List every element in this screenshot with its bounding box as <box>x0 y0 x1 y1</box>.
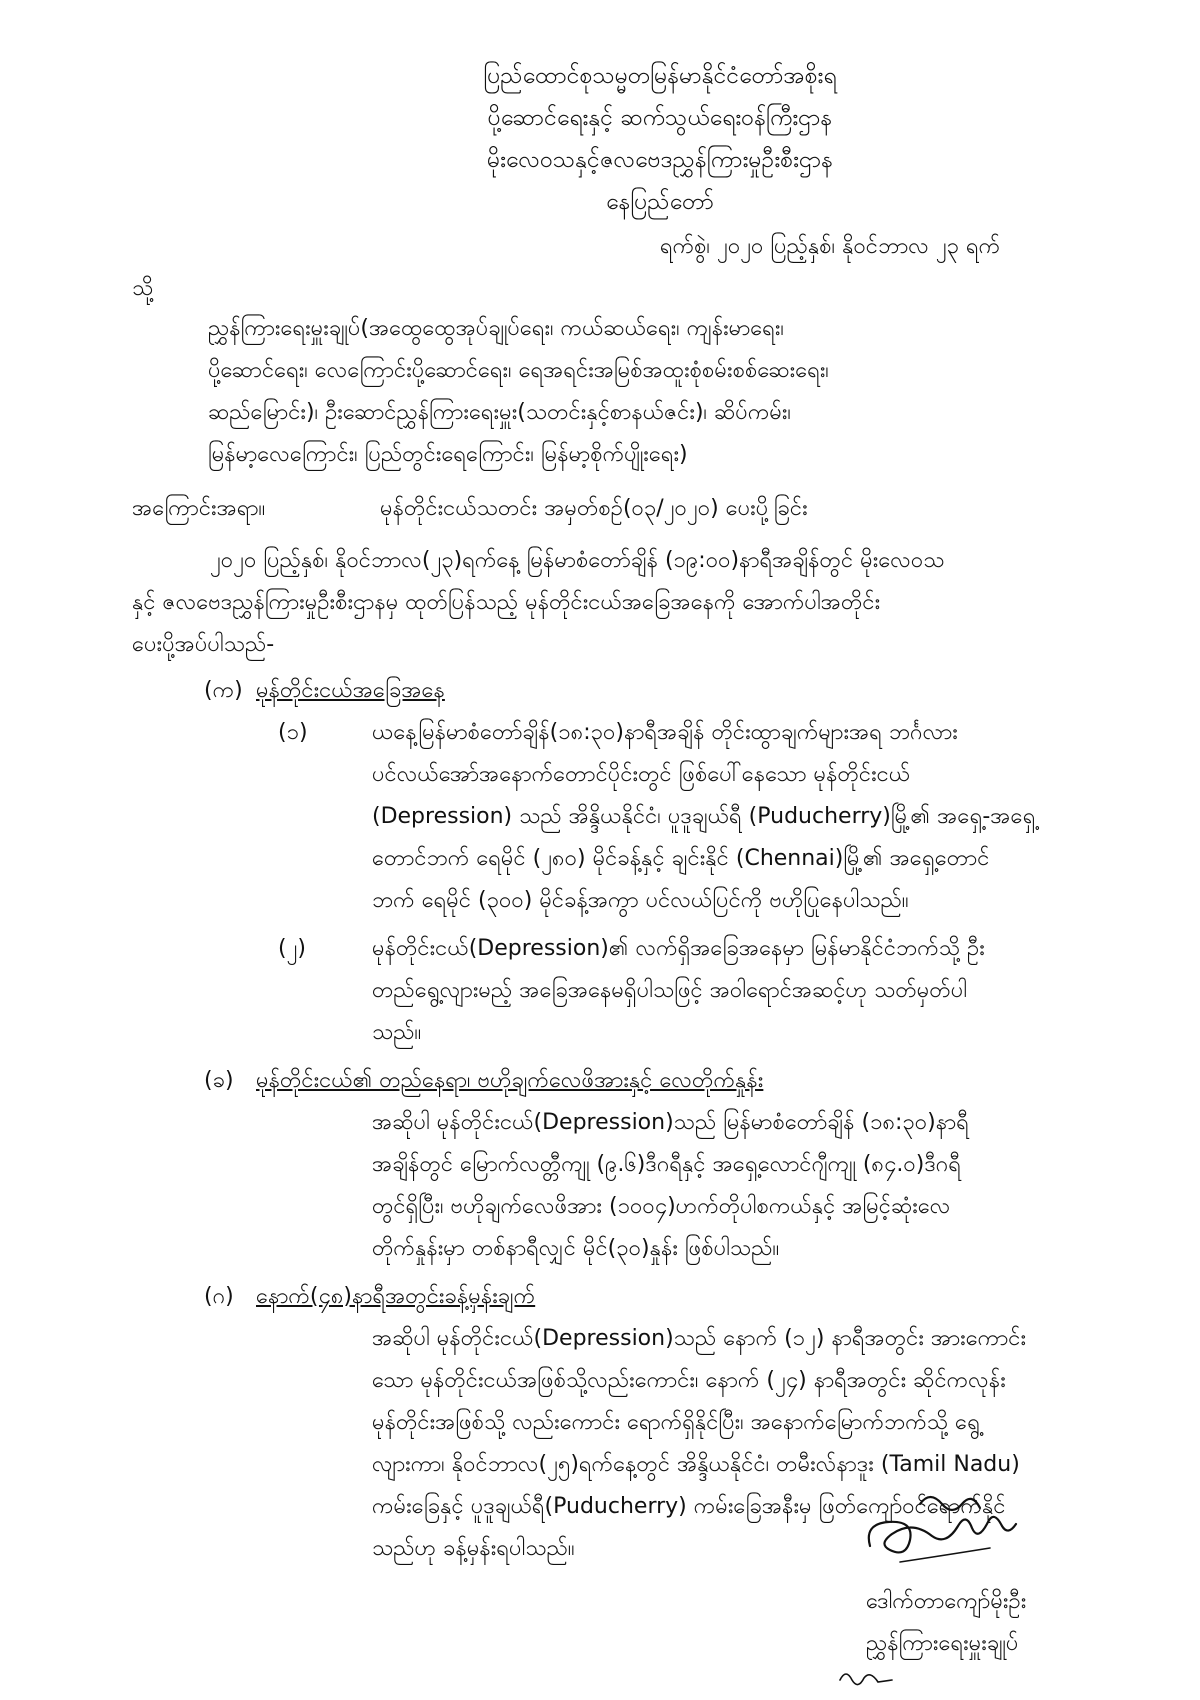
section-kha-line: အဆိုပါ မုန်တိုင်းငယ်(Depression)သည် မြန်မာစံတော်ချိန် (၁၈:၃၀)နာရီ <box>372 1110 969 1135</box>
letter-date: ရက်စွဲ၊ ၂၀၂၀ ပြည့်နှစ်၊ နိုဝင်ဘာလ ၂၃ ရက် <box>660 234 1001 259</box>
subject-label: အကြောင်းအရာ။ <box>132 496 266 521</box>
department-name: မိုးလေဝသနှင့်ဇလဗေဒညွှန်ကြားမှုဦးစီးဌာန <box>486 147 834 173</box>
section-ga-line: သည်ဟု ခန့်မှန်းရပါသည်။ <box>372 1536 575 1561</box>
recipient-line: ညွှန်ကြားရေးမှူးချုပ်(အထွေထွေအုပ်ချုပ်ရေး၊ ကယ်ဆယ်ရေး၊ ကျန်းမာရေး၊ <box>208 316 784 341</box>
item-line: တည်ရွေ့လျားမည့် အခြေအနေမရှိပါသဖြင့် အဝါရောင်အဆင့်ဟု သတ်မှတ်ပါ <box>372 978 968 1003</box>
section-ga-line: မုန်တိုင်းအဖြစ်သို့ လည်းကောင်း ရောက်ရှိနိုင်ပြီး၊ အနောက်မြောက်ဘက်သို့ ရွေ့ <box>372 1410 980 1435</box>
city-name: နေပြည်တော် <box>606 189 714 215</box>
signatory-name: ဒေါက်တာကျော်မိုးဦး <box>866 1589 1027 1614</box>
section-ka-title: မုန်တိုင်းငယ်အခြေအနေ <box>256 678 445 703</box>
recipient-line: ဆည်မြောင်း)၊ ဦးဆောင်ညွှန်ကြားရေးမှူး(သတင်းနှင့်စာနယ်ဇင်း)၊ ဆိပ်ကမ်း၊ <box>208 400 791 425</box>
to-label: သို့ <box>132 276 154 301</box>
section-ga-line: လျားကာ၊ နိုဝင်ဘာလ(၂၅)ရက်နေ့တွင် အိန္ဒိယနိုင်ငံ၊ တမီးလ်နာဒူး (Tamil Nadu) <box>372 1452 1020 1477</box>
section-ga-line: သော မုန်တိုင်းငယ်အဖြစ်သို့လည်းကောင်း၊ နောက် (၂၄) နာရီအတွင်း ဆိုင်ကလုန်း <box>372 1368 1006 1393</box>
recipient-line: မြန်မာ့လေကြောင်း၊ ပြည်တွင်းရေကြောင်း၊ မြန်မာ့စိုက်ပျိုးရေး) <box>208 442 688 467</box>
item-line: တောင်ဘက် ရေမိုင် (၂၈၀) မိုင်ခန့်နှင့် ချင်းနိုင် (Chennai)မြို့၏ အရှေ့တောင် <box>372 846 990 871</box>
handwritten-signature <box>860 1484 1030 1568</box>
section-kha-line: အချိန်တွင် မြောက်လတ္တီကျု (၉.၆)ဒီဂရီနှင့် အရှေ့လောင်ဂျီကျု (၈၄.၀)ဒီဂရီ <box>372 1152 961 1177</box>
item-line: (Depression) သည် အိန္ဒိယနိုင်ငံ၊ ပူဒူချယ်ရီ (Puducherry)မြို့၏ အရှေ့-အရှေ့ <box>372 804 1036 829</box>
initial-mark <box>836 1664 896 1688</box>
intro-line: ၂၀၂၀ ပြည့်နှစ်၊ နိုဝင်ဘာလ(၂၃)ရက်နေ့ မြန်မာစံတော်ချိန် (၁၉:၀၀)နာရီအချိန်တွင် မိုးလေဝသ <box>210 548 945 573</box>
section-kha-line: တွင်ရှိပြီး၊ ဗဟိုချက်လေဖိအား (၁၀၀၄)ဟက်တိုပါစကယ်နှင့် အမြင့်ဆုံးလေ <box>372 1194 951 1219</box>
government-name: ပြည်ထောင်စုသမ္မတမြန်မာနိုင်ငံတော်အစိုးရ <box>483 63 837 89</box>
item-line: ပင်လယ်အော်အနောက်တောင်ပိုင်းတွင် ဖြစ်ပေါ်နေသော မုန်တိုင်းငယ် <box>372 762 911 787</box>
section-ga-number: (ဂ) <box>204 1284 234 1309</box>
item-line: မုန်တိုင်းငယ်(Depression)၏ လက်ရှိအခြေအနေမှာ မြန်မာနိုင်ငံဘက်သို့ ဦး <box>372 936 985 961</box>
section-ka-number: (က) <box>204 678 243 703</box>
section-ga-title: နောက်(၄၈)နာရီအတွင်းခန့်မှန်းချက် <box>256 1284 536 1309</box>
item-number: (၂) <box>278 936 306 961</box>
item-number: (၁) <box>278 720 308 745</box>
intro-line: ပေးပို့အပ်ပါသည်- <box>132 632 275 657</box>
intro-line: နှင့် ဇလဗေဒညွှန်ကြားမှုဦးစီးဌာနမှ ထုတ်ပြန်သည့် မုန်တိုင်းငယ်အခြေအနေကို အောက်ပါအတိုင်း <box>132 590 881 615</box>
section-kha-line: တိုက်နှုန်းမှာ တစ်နာရီလျှင် မိုင်(၃၀)နှုန်း ဖြစ်ပါသည်။ <box>372 1236 780 1261</box>
ministry-name: ပို့ဆောင်ရေးနှင့် ဆက်သွယ်ရေးဝန်ကြီးဌာန <box>487 105 833 131</box>
item-line: ယနေ့မြန်မာစံတော်ချိန်(၁၈:၃၀)နာရီအချိန် တိုင်းထွာချက်များအရ ဘင်္ဂလား <box>372 720 958 745</box>
section-ga-line: ကမ်းခြေနှင့် ပူဒူချယ်ရီ(Puducherry) ကမ်းခြေအနီးမှ ဖြတ်ကျော်ဝင်ရောက်နိုင် <box>372 1494 1006 1519</box>
signatory-title: ညွှန်ကြားရေးမှူးချုပ် <box>866 1631 1019 1656</box>
section-ga-line: အဆိုပါ မုန်တိုင်းငယ်(Depression)သည် နောက် (၁၂) နာရီအတွင်း အားကောင်း <box>372 1326 1027 1351</box>
subject-text: မုန်တိုင်းငယ်သတင်း အမှတ်စဉ်(၀၃/၂၀၂၀) ပေးပို့ခြင်း <box>380 496 808 521</box>
item-line: ဘက် ရေမိုင် (၃၀၀) မိုင်ခန့်အကွာ ပင်လယ်ပြင်ကို ဗဟိုပြုနေပါသည်။ <box>372 888 909 913</box>
section-kha-number: (ခ) <box>204 1068 234 1093</box>
recipient-line: ပို့ဆောင်ရေး၊ လေကြောင်းပို့ဆောင်ရေး၊ ရေအရင်းအမြစ်အထူးစုံစမ်းစစ်ဆေးရေး၊ <box>208 358 829 383</box>
section-kha-title: မုန်တိုင်းငယ်၏ တည်နေရာ၊ ဗဟိုချက်လေဖိအားနှင့် လေတိုက်နှုန်း <box>256 1068 764 1093</box>
item-line: သည်။ <box>372 1020 422 1045</box>
